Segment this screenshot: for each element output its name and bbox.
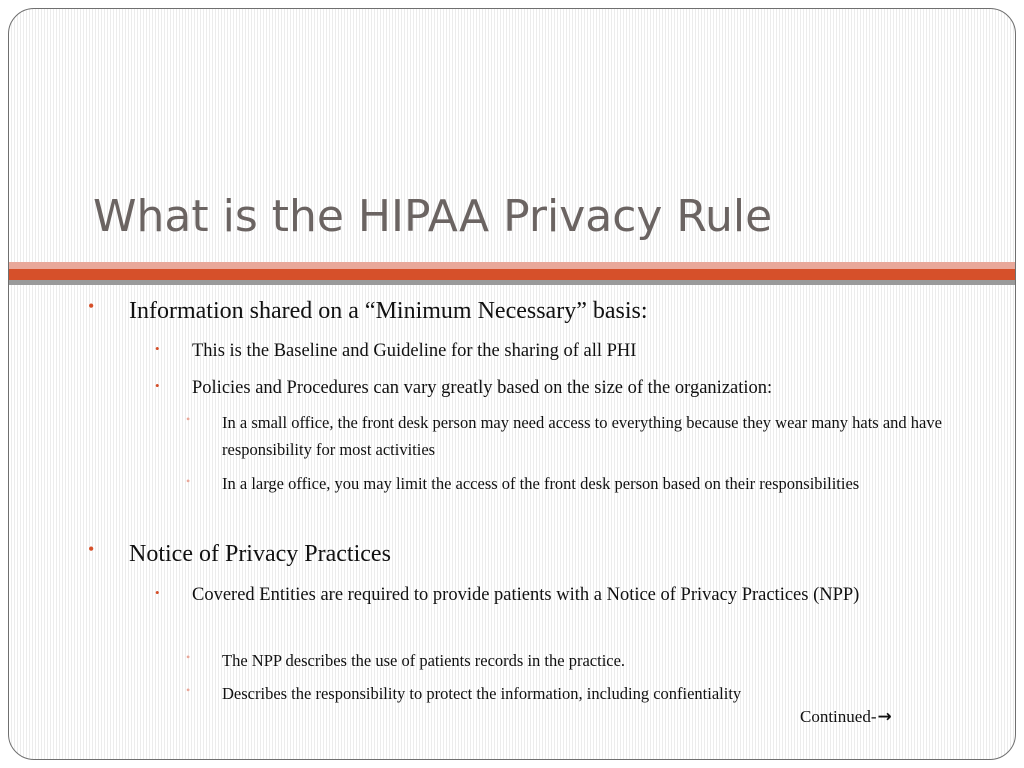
- bullet-notice-privacy-practices: Notice of Privacy Practices: [129, 541, 391, 567]
- right-arrow-icon: →: [877, 707, 892, 727]
- bullet-icon: •: [155, 341, 160, 356]
- bullet-npp-describes: The NPP describes the use of patients records in the practice.: [222, 651, 626, 670]
- bullet-icon: •: [88, 296, 95, 316]
- bullet-minimum-necessary: Information shared on a “Minimum Necessary” basis:: [129, 298, 648, 324]
- bullet-policies-procedures: Policies and Procedures can vary greatly based on the size of the organization:: [192, 378, 773, 398]
- continued-label: Continued-: [800, 707, 877, 726]
- bullet-large-office: In a large office, you may limit the access of the front desk person based on their responsibilities: [222, 474, 860, 493]
- sub-bullet-icon: •: [186, 683, 191, 697]
- bullet-icon: •: [88, 539, 95, 559]
- bullet-baseline-guideline: This is the Baseline and Guideline for the sharing of all PHI: [192, 341, 637, 361]
- continued-link[interactable]: [800, 707, 892, 727]
- slide-title: What is the HIPAA Privacy Rule: [93, 191, 773, 242]
- sub-bullet-icon: •: [186, 474, 191, 488]
- bullet-responsibility-protect: Describes the responsibility to protect the information, including confientiality: [222, 684, 742, 703]
- bullet-small-office: In a small office, the front desk person may need access to everything because they wear many hats and have responsibility for most activities: [222, 413, 942, 459]
- bullet-icon: •: [155, 378, 160, 393]
- sub-bullet-icon: •: [186, 650, 191, 664]
- sub-bullet-icon: •: [186, 412, 191, 426]
- bullet-covered-entities: Covered Entities are required to provide patients with a Notice of Privacy Practices (NPP): [192, 585, 860, 605]
- bullet-icon: •: [155, 585, 160, 600]
